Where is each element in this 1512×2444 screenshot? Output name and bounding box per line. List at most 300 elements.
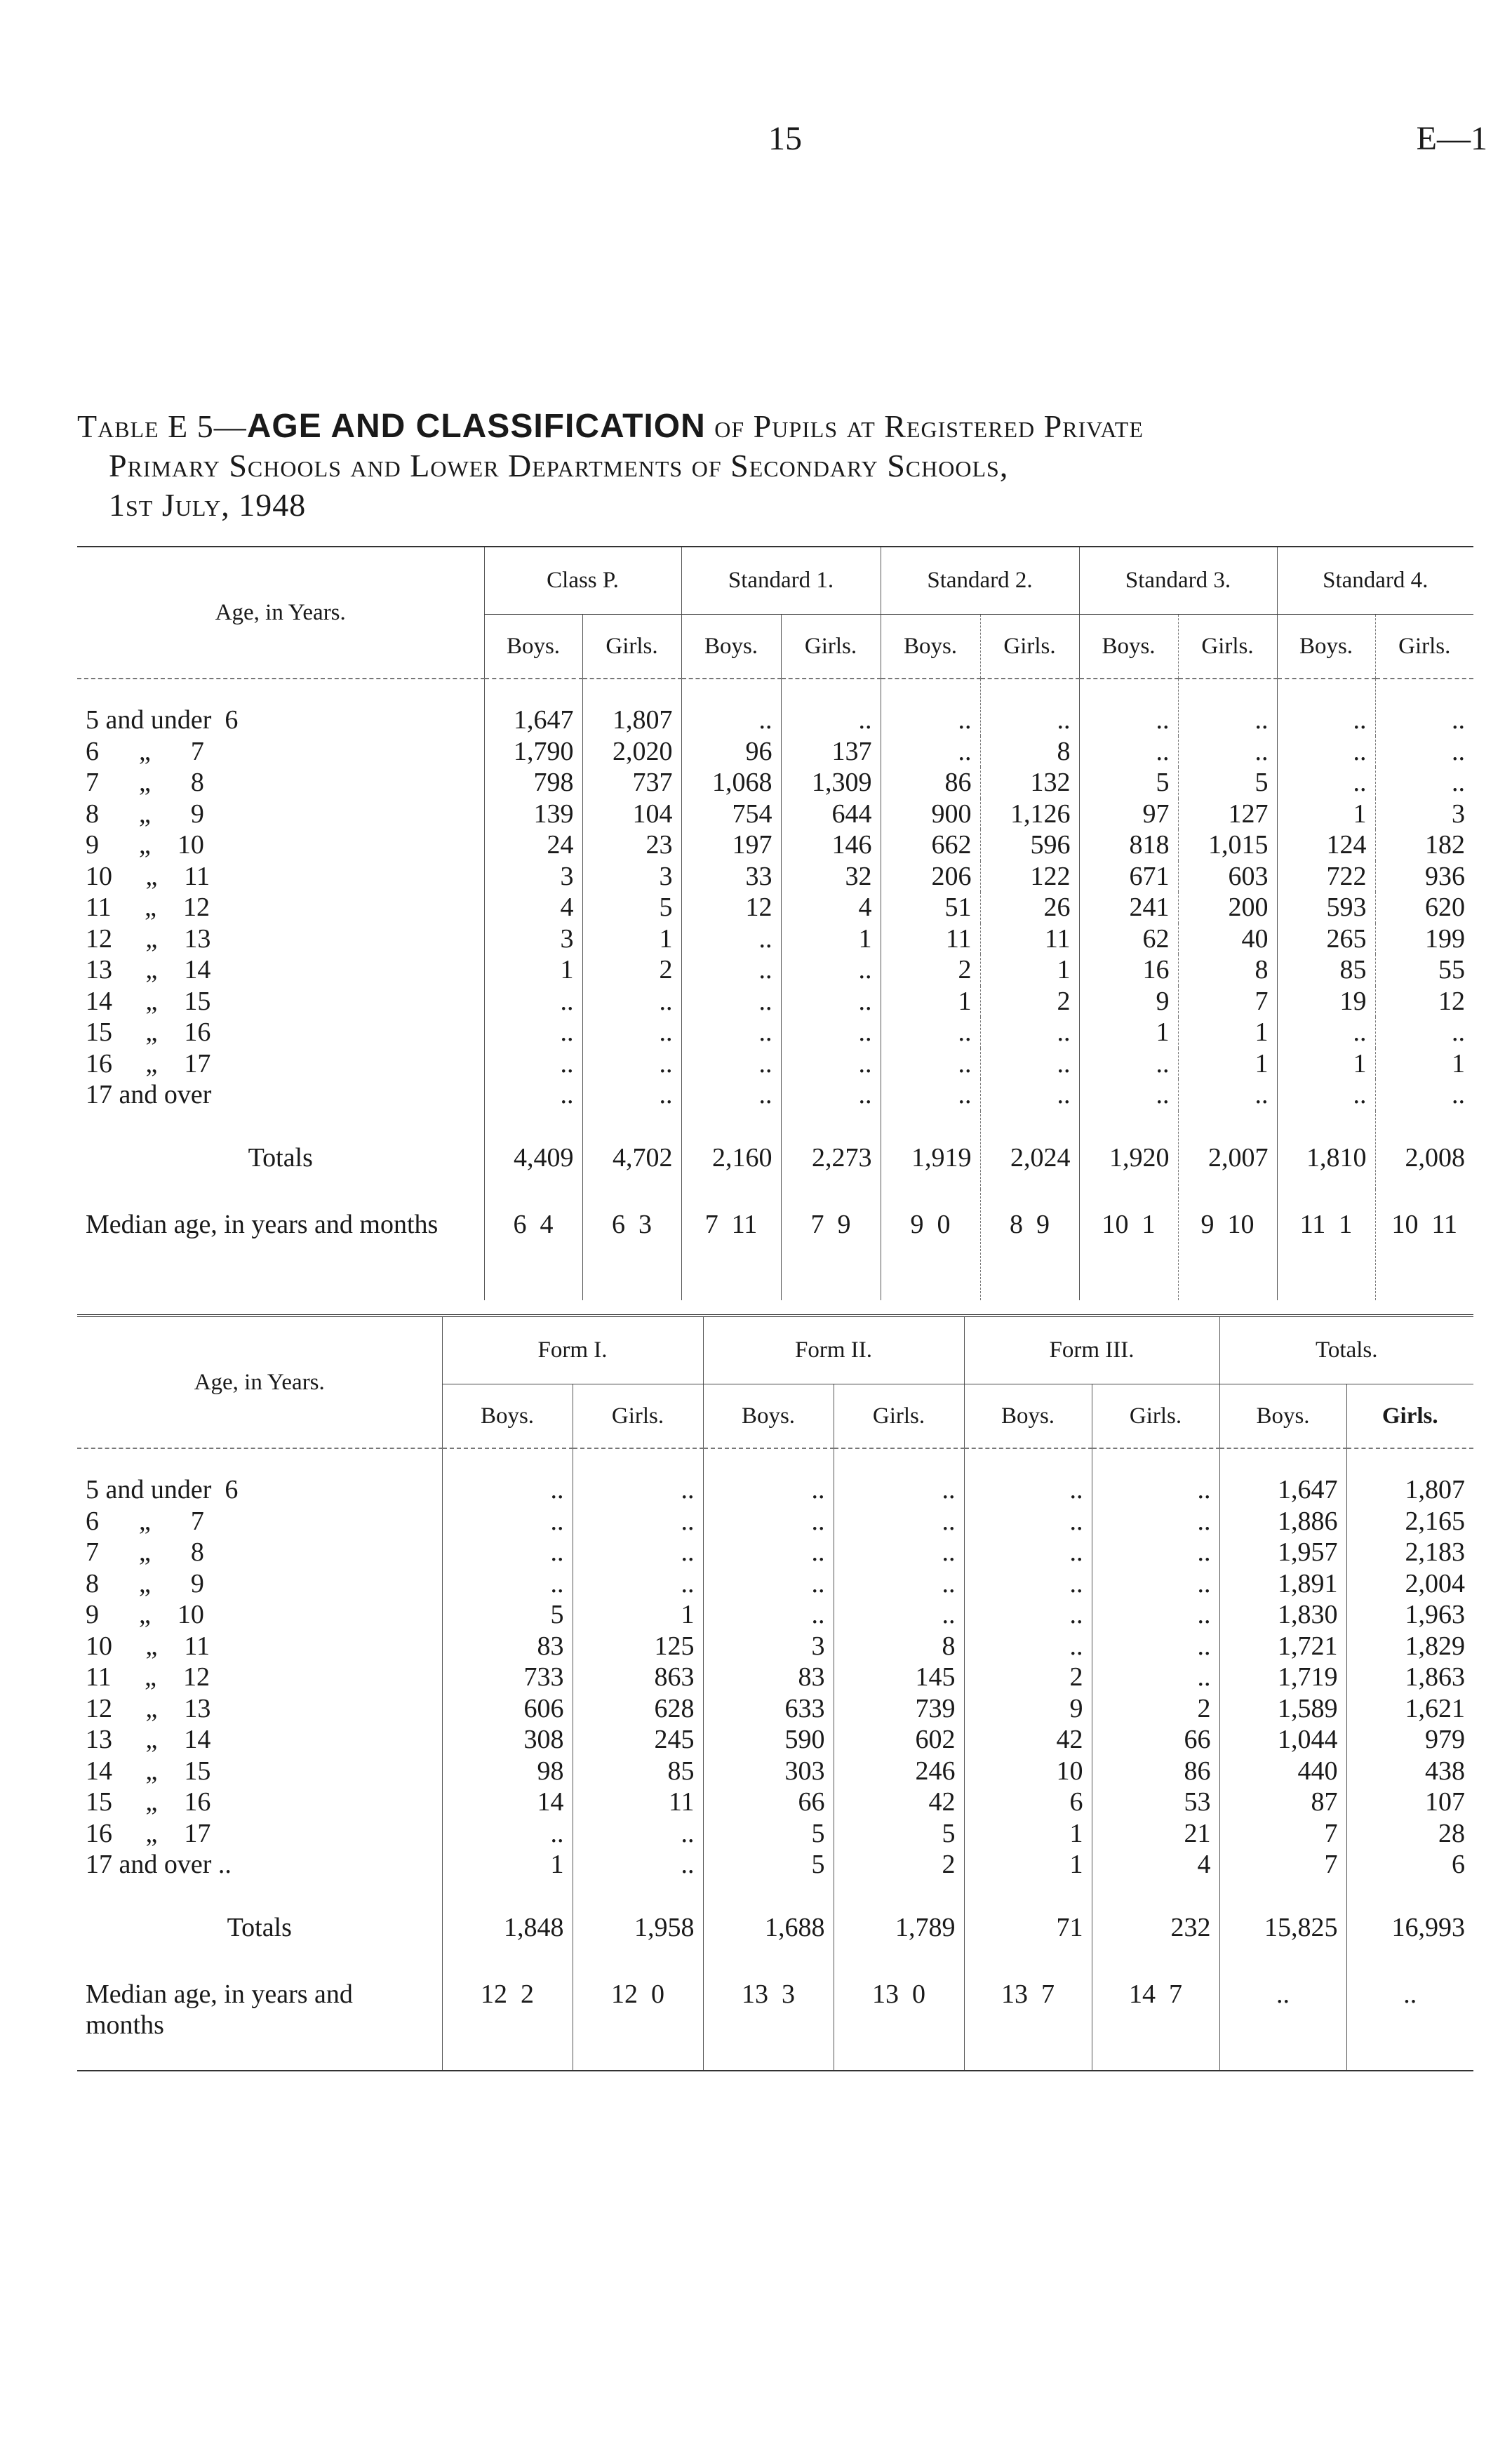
table-cell: .. [1277,679,1375,736]
table-cell: 2,020 [582,736,681,768]
age-label: 5 and under 6 [86,1475,239,1505]
table-cell: .. [964,1448,1092,1506]
table-row [77,1568,1473,1600]
median-cell: 12 0 [573,1959,703,2071]
table-row [77,1662,1473,1693]
table-cell: 2 [582,954,681,986]
table-cell: 1 [484,954,582,986]
table-cell: 1,309 [781,767,881,799]
table-cell: 1,790 [484,736,582,768]
table-cell: 9 [964,1693,1092,1725]
table-cell: 1 [964,1849,1092,1881]
table-cell: 2 [1092,1693,1219,1725]
table-cell: .. [1079,736,1178,768]
totals-row [77,1881,1473,1959]
table-cell: 3 [484,923,582,955]
table-cell: .. [1092,1662,1219,1693]
table-cell: 1 [980,954,1079,986]
table-cell: 722 [1277,861,1375,893]
table-cell: .. [834,1537,964,1568]
table-cell: 6 [964,1787,1092,1818]
table-cell: .. [781,1048,881,1080]
median-cell: 9 10 [1178,1189,1277,1300]
totals-cell: 15,825 [1219,1881,1346,1959]
age-label: 14 „ 15 [86,986,211,1016]
page-number: 15 [768,120,802,157]
age-label: 7 „ 8 [86,768,204,798]
table-cell: .. [573,1568,703,1600]
table-cell: 42 [834,1787,964,1818]
table-cell: 1,807 [1346,1448,1473,1506]
median-cell: 7 9 [781,1189,881,1300]
table-row [77,1756,1473,1787]
totals-cell: 1,810 [1277,1111,1375,1189]
table-cell: 146 [781,829,881,861]
title-rest: of Pupils at Registered Private [705,408,1144,444]
boys-heading: Boys. [442,1384,573,1449]
table-cell: 124 [1277,829,1375,861]
table-row [77,923,1473,955]
table-cell: .. [834,1599,964,1631]
table-cell: 2 [964,1662,1092,1693]
table-cell: .. [573,1537,703,1568]
table-cell: .. [980,1017,1079,1048]
table-cell: 1,830 [1219,1599,1346,1631]
group-heading: Standard 4. [1277,547,1473,615]
table-cell: .. [573,1506,703,1537]
table-row [77,679,1473,736]
median-cell: .. [1219,1959,1346,2071]
table-cell: .. [681,1048,781,1080]
table-cell: 1,015 [1178,829,1277,861]
table-cell: 1 [1277,799,1375,830]
girls-heading: Girls. [781,615,881,679]
table-row [77,1079,1473,1111]
table-cell: .. [1092,1506,1219,1537]
totals-cell: 1,920 [1079,1111,1178,1189]
median-cell: 6 3 [582,1189,681,1300]
table-cell: .. [781,1079,881,1111]
table-cell: 19 [1277,986,1375,1017]
table-cell: 104 [582,799,681,830]
group-heading: Standard 3. [1079,547,1277,615]
table-row [77,1631,1473,1662]
table-cell: .. [703,1506,834,1537]
table-cell: 2,183 [1346,1537,1473,1568]
totals-cell: 71 [964,1881,1092,1959]
median-cell: 9 0 [881,1189,980,1300]
table-cell: 8 [980,736,1079,768]
table-cell: .. [1079,1048,1178,1080]
table-cell: .. [573,1849,703,1881]
table-cell: 1,044 [1219,1724,1346,1756]
table-cell: 33 [681,861,781,893]
totals-cell: 2,008 [1375,1111,1473,1189]
boys-heading: Boys. [484,615,582,679]
table-cell: 6 [1346,1849,1473,1881]
table-cell: 1 [881,986,980,1017]
table-cell: .. [582,1017,681,1048]
age-label: 16 „ 17 [86,1048,211,1079]
totals-cell: 16,993 [1346,1881,1473,1959]
table-cell: .. [703,1599,834,1631]
table-cell: 2 [980,986,1079,1017]
table-cell: 979 [1346,1724,1473,1756]
table-cell: 603 [1178,861,1277,893]
median-cell: 11 1 [1277,1189,1375,1300]
table-cell: .. [980,1048,1079,1080]
median-cell: 6 4 [484,1189,582,1300]
table-cell: 1 [1375,1048,1473,1080]
age-label: 16 „ 17 [86,1818,211,1848]
table-cell: .. [1092,1537,1219,1568]
table-cell: 132 [980,767,1079,799]
girls-heading: Girls. [1178,615,1277,679]
boys-heading: Boys. [964,1384,1092,1449]
age-label: 15 „ 16 [86,1017,211,1048]
table-cell: 14 [442,1787,573,1818]
table-cell: 137 [781,736,881,768]
totals-label: Totals [227,1912,292,1942]
table-cell: 265 [1277,923,1375,955]
table-cell: 1 [442,1849,573,1881]
table-cell: .. [964,1631,1092,1662]
table-cell: .. [781,1017,881,1048]
table-row [77,829,1473,861]
table-row [77,1693,1473,1725]
table-cell: 602 [834,1724,964,1756]
table-cell: .. [442,1568,573,1600]
girls-heading: Girls. [573,1384,703,1449]
table-cell: 818 [1079,829,1178,861]
table-cell: 98 [442,1756,573,1787]
table-cell: .. [484,986,582,1017]
table-row [77,1849,1473,1881]
age-heading: Age, in Years. [77,547,484,679]
table-cell: 8 [834,1631,964,1662]
totals-row [77,1111,1473,1189]
median-cell: 10 11 [1375,1189,1473,1300]
title-bold: AGE AND CLASSIFICATION [246,408,706,445]
table-cell: .. [1375,1079,1473,1111]
table-cell: 83 [442,1631,573,1662]
table-cell: 12 [681,892,781,923]
table-cell: 5 [442,1599,573,1631]
table-cell: 24 [484,829,582,861]
table-cell: 5 [582,892,681,923]
table-cell: .. [681,923,781,955]
table-row [77,799,1473,830]
median-cell: 13 7 [964,1959,1092,2071]
table-cell: .. [834,1448,964,1506]
table-cell: 26 [980,892,1079,923]
table-row [77,1599,1473,1631]
table-standards [77,546,1473,1300]
table-cell: 4 [781,892,881,923]
boys-heading: Boys. [1219,1384,1346,1449]
table-cell: 628 [573,1693,703,1725]
median-cell: 12 2 [442,1959,573,2071]
table-cell: .. [442,1448,573,1506]
table-cell: .. [442,1818,573,1850]
median-cell: 14 7 [1092,1959,1219,2071]
table-cell: 1,886 [1219,1506,1346,1537]
table-cell: 863 [573,1662,703,1693]
table-cell: 662 [881,829,980,861]
table-cell: 7 [1178,986,1277,1017]
age-label: 8 „ 9 [86,1568,204,1598]
table-cell: .. [573,1818,703,1850]
table-cell: .. [442,1537,573,1568]
girls-heading: Girls. [834,1384,964,1449]
table-cell: 12 [1375,986,1473,1017]
median-label: Median age, in years and months [86,1979,353,2040]
median-cell: 8 9 [980,1189,1079,1300]
table-cell: 644 [781,799,881,830]
table-row [77,767,1473,799]
table-cell: 5 [834,1818,964,1850]
table-cell: 303 [703,1756,834,1787]
table-cell: 197 [681,829,781,861]
table-cell: 87 [1219,1787,1346,1818]
table-cell: 4 [484,892,582,923]
table-cell: 11 [881,923,980,955]
table-cell: .. [573,1448,703,1506]
group-heading: Standard 1. [681,547,881,615]
totals-cell: 232 [1092,1881,1219,1959]
table-cell: 200 [1178,892,1277,923]
table-cell: 9 [1079,986,1178,1017]
table-cell: .. [980,679,1079,736]
table-cell: 8 [1178,954,1277,986]
age-label: 8 „ 9 [86,799,204,829]
table-cell: 2,004 [1346,1568,1473,1600]
totals-cell: 2,273 [781,1111,881,1189]
table-cell: 2 [881,954,980,986]
table-cell: .. [703,1448,834,1506]
table-cell: .. [681,954,781,986]
table-cell: .. [1375,1017,1473,1048]
page-reference: E—1 [1416,120,1487,157]
table-cell: .. [881,1079,980,1111]
table-cell: 1,647 [1219,1448,1346,1506]
table-cell: .. [1277,767,1375,799]
table-cell: 1 [582,923,681,955]
table-cell: 606 [442,1693,573,1725]
median-cell: 13 3 [703,1959,834,2071]
median-cell: 7 11 [681,1189,781,1300]
table-cell: 53 [1092,1787,1219,1818]
table-cell: 5 [1178,767,1277,799]
table-row [77,1048,1473,1080]
age-label: 12 „ 13 [86,923,211,954]
table-cell: .. [1178,736,1277,768]
totals-cell: 2,160 [681,1111,781,1189]
table-cell: 10 [964,1756,1092,1787]
table-cell: 86 [1092,1756,1219,1787]
table-cell: .. [703,1568,834,1600]
table-cell: 308 [442,1724,573,1756]
table-cell: 1 [573,1599,703,1631]
table-cell: 739 [834,1693,964,1725]
totals-cell: 1,848 [442,1881,573,1959]
table-cell: 32 [781,861,881,893]
table-cell: 125 [573,1631,703,1662]
boys-heading: Boys. [881,615,980,679]
totals-cell: 1,919 [881,1111,980,1189]
table-cell: 900 [881,799,980,830]
table-row [77,986,1473,1017]
table-cell: 139 [484,799,582,830]
age-label: 10 „ 11 [86,861,210,891]
group-heading: Form III. [964,1316,1219,1384]
girls-heading: Girls. [980,615,1079,679]
table-cell: 754 [681,799,781,830]
table-cell: 127 [1178,799,1277,830]
table-cell: .. [681,1017,781,1048]
table-cell: 66 [703,1787,834,1818]
table-cell: 23 [582,829,681,861]
table-cell: .. [1277,736,1375,768]
table-row [77,1506,1473,1537]
table-cell: 5 [703,1818,834,1850]
table-cell: .. [582,986,681,1017]
table-cell: 62 [1079,923,1178,955]
table-cell: 11 [573,1787,703,1818]
table-cell: 122 [980,861,1079,893]
table-row [77,1724,1473,1756]
table-cell: 245 [573,1724,703,1756]
table-cell: 7 [1219,1849,1346,1881]
table-cell: .. [781,986,881,1017]
age-label: 15 „ 16 [86,1787,211,1817]
age-label: 9 „ 10 [86,1600,204,1630]
table-cell: 3 [1375,799,1473,830]
median-label: Median age, in years and months [86,1209,439,1239]
group-heading: Totals. [1219,1316,1473,1384]
totals-cell: 2,007 [1178,1111,1277,1189]
median-row [77,1189,1473,1300]
table-cell: 1,719 [1219,1662,1346,1693]
table-cell: 1 [1079,1017,1178,1048]
table-cell: .. [964,1599,1092,1631]
age-label: 14 „ 15 [86,1756,211,1786]
table-cell: 3 [484,861,582,893]
table-cell: .. [681,679,781,736]
table-cell: 671 [1079,861,1178,893]
table-cell: 96 [681,736,781,768]
table-cell: .. [964,1537,1092,1568]
table-cell: 798 [484,767,582,799]
table-cell: .. [881,1017,980,1048]
boys-heading: Boys. [703,1384,834,1449]
table-title [77,407,1473,525]
table-cell: 620 [1375,892,1473,923]
table-cell: .. [881,736,980,768]
totals-cell: 2,024 [980,1111,1079,1189]
table-cell: 1,863 [1346,1662,1473,1693]
table-cell: 86 [881,767,980,799]
median-cell: 13 0 [834,1959,964,2071]
table-cell: .. [881,1048,980,1080]
title-line-3: 1st July, 1948 [109,487,307,523]
table-cell: 83 [703,1662,834,1693]
age-heading: Age, in Years. [77,1316,442,1448]
table-cell: .. [442,1506,573,1537]
table-cell: 206 [881,861,980,893]
table-cell: 7 [1219,1818,1346,1850]
median-cell: 10 1 [1079,1189,1178,1300]
table-cell: 85 [573,1756,703,1787]
table-cell: 1 [964,1818,1092,1850]
table-cell: 55 [1375,954,1473,986]
table-body [77,679,1473,1300]
table-cell: 438 [1346,1756,1473,1787]
table-cell: 2 [834,1849,964,1881]
table-cell: .. [1277,1079,1375,1111]
table-cell: 1,957 [1219,1537,1346,1568]
table-cell: 5 [1079,767,1178,799]
table-forms [77,1314,1473,2071]
title-line-2: Primary Schools and Lower Departments of Secondary Schools, [109,448,1009,483]
totals-cell: 1,789 [834,1881,964,1959]
table-cell: .. [1092,1599,1219,1631]
age-label: 10 „ 11 [86,1631,210,1661]
boys-heading: Boys. [681,615,781,679]
table-cell: .. [1079,679,1178,736]
age-label: 11 „ 12 [86,1662,210,1692]
table-cell: .. [582,1048,681,1080]
table-cell: 2,165 [1346,1506,1473,1537]
page-header [0,119,1512,161]
table-cell: .. [881,679,980,736]
table-cell: .. [834,1568,964,1600]
table-cell: 11 [980,923,1079,955]
table-cell: 1,963 [1346,1599,1473,1631]
table-cell: .. [1092,1631,1219,1662]
table-cell: 241 [1079,892,1178,923]
table-cell: 1 [1178,1017,1277,1048]
table-row [77,954,1473,986]
table-cell: 1,721 [1219,1631,1346,1662]
table-cell: 66 [1092,1724,1219,1756]
table-cell: .. [1375,679,1473,736]
table-cell: 440 [1219,1756,1346,1787]
table-cell: 145 [834,1662,964,1693]
age-label: 17 and over [86,1080,212,1110]
table-cell: .. [1092,1448,1219,1506]
table-cell: 1 [1178,1048,1277,1080]
table-cell: .. [1277,1017,1375,1048]
table-row [77,736,1473,768]
table-row [77,1537,1473,1568]
table-cell: 1,891 [1219,1568,1346,1600]
table-cell: 1 [781,923,881,955]
table-cell: .. [980,1079,1079,1111]
table-cell: 97 [1079,799,1178,830]
girls-heading: Girls. [582,615,681,679]
girls-heading: Girls. [1346,1384,1473,1449]
table-cell: 1,589 [1219,1693,1346,1725]
age-label: 13 „ 14 [86,955,211,985]
table-cell: .. [1092,1568,1219,1600]
age-label: 12 „ 13 [86,1693,211,1723]
median-row [77,1959,1473,2071]
table-cell: .. [1178,679,1277,736]
table-cell: .. [484,1017,582,1048]
median-cell: .. [1346,1959,1473,2071]
table-cell: 5 [703,1849,834,1881]
